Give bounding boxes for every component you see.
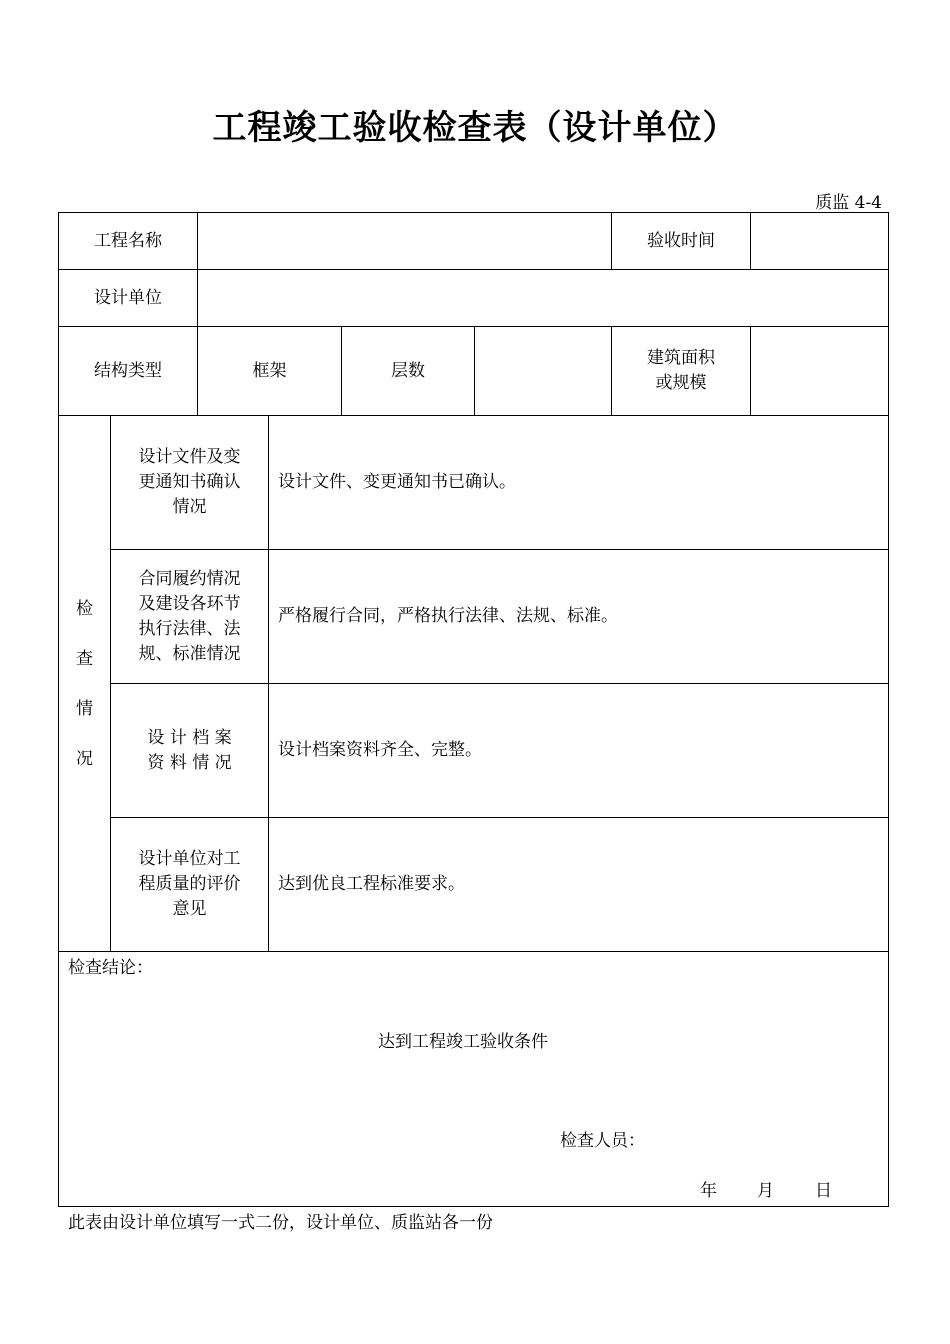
inspection-item-label xyxy=(110,683,269,818)
structure-label xyxy=(58,326,198,416)
section-char: 检 xyxy=(76,598,93,619)
area-field[interactable] xyxy=(750,326,889,416)
item-label-line: 程质量的评价 xyxy=(138,874,241,894)
inspection-item-content[interactable] xyxy=(268,549,889,684)
item-label-line: 及建设各环节 xyxy=(138,593,241,614)
area-label-line1: 建筑面积 xyxy=(647,348,715,368)
design-unit-label-text: 设计单位 xyxy=(94,287,162,308)
conclusion-label: 检查结论： xyxy=(68,958,153,978)
item-content-text: 设计文件、变更通知书已确认。 xyxy=(278,472,516,492)
item-content-text: 设计档案资料齐全、完整。 xyxy=(278,740,482,760)
item-content-text: 达到优良工程标准要求。 xyxy=(278,874,465,894)
design-unit-label xyxy=(58,269,198,327)
item-label-line: 设计单位对工 xyxy=(138,849,241,869)
page-title: 工程竣工验收检查表（设计单位） xyxy=(212,108,738,148)
item-label-line: 执行法律、法 xyxy=(138,618,241,639)
item-label-line: 资 料 情 况 xyxy=(147,752,232,773)
project-name-field[interactable] xyxy=(197,212,612,270)
design-unit-field[interactable] xyxy=(197,269,889,327)
item-label-line: 合同履约情况 xyxy=(138,568,241,589)
accept-time-field[interactable] xyxy=(750,212,889,270)
section-char: 况 xyxy=(76,748,93,769)
item-label-line: 设 计 档 案 xyxy=(147,727,232,748)
section-char: 情 xyxy=(76,698,93,719)
area-label xyxy=(611,326,751,416)
structure-label-text: 结构类型 xyxy=(94,360,162,381)
item-label-line: 规、标准情况 xyxy=(138,643,241,664)
item-label-line: 更通知书确认 xyxy=(138,472,241,492)
item-label-line: 设计文件及变 xyxy=(138,447,241,467)
floors-label-text: 层数 xyxy=(391,360,425,381)
accept-time-label-text: 验收时间 xyxy=(647,230,715,251)
inspector-label: 检查人员： xyxy=(560,1131,645,1151)
inspection-section-label xyxy=(58,415,111,952)
section-char: 查 xyxy=(76,648,93,669)
inspection-item-content[interactable] xyxy=(268,415,889,550)
accept-time-label xyxy=(611,212,751,270)
floors-label xyxy=(341,326,475,416)
form-code: 质监 4-4 xyxy=(815,193,882,213)
date-day-label: 日 xyxy=(815,1181,832,1201)
conclusion-box[interactable] xyxy=(58,951,889,1207)
project-name-label xyxy=(58,212,198,270)
inspection-item-label xyxy=(110,415,269,550)
area-label-line2: 或规模 xyxy=(655,373,707,393)
date-year-label: 年 xyxy=(700,1181,717,1201)
inspection-item-label xyxy=(110,817,269,952)
inspection-item-content[interactable] xyxy=(268,817,889,952)
date-month-label: 月 xyxy=(757,1181,774,1201)
conclusion-text: 达到工程竣工验收条件 xyxy=(378,1032,548,1052)
inspection-item-content[interactable] xyxy=(268,683,889,818)
item-content-text: 严格履行合同，严格执行法律、法规、标准。 xyxy=(278,606,618,626)
footer-note: 此表由设计单位填写一式二份，设计单位、质监站各一份 xyxy=(68,1213,493,1233)
project-name-label-text: 工程名称 xyxy=(94,230,162,251)
floors-field[interactable] xyxy=(474,326,612,416)
inspection-item-label xyxy=(110,549,269,684)
structure-field[interactable] xyxy=(197,326,342,416)
item-label-line: 意见 xyxy=(172,899,207,919)
structure-value: 框架 xyxy=(252,360,287,381)
item-label-line: 情况 xyxy=(172,497,207,517)
